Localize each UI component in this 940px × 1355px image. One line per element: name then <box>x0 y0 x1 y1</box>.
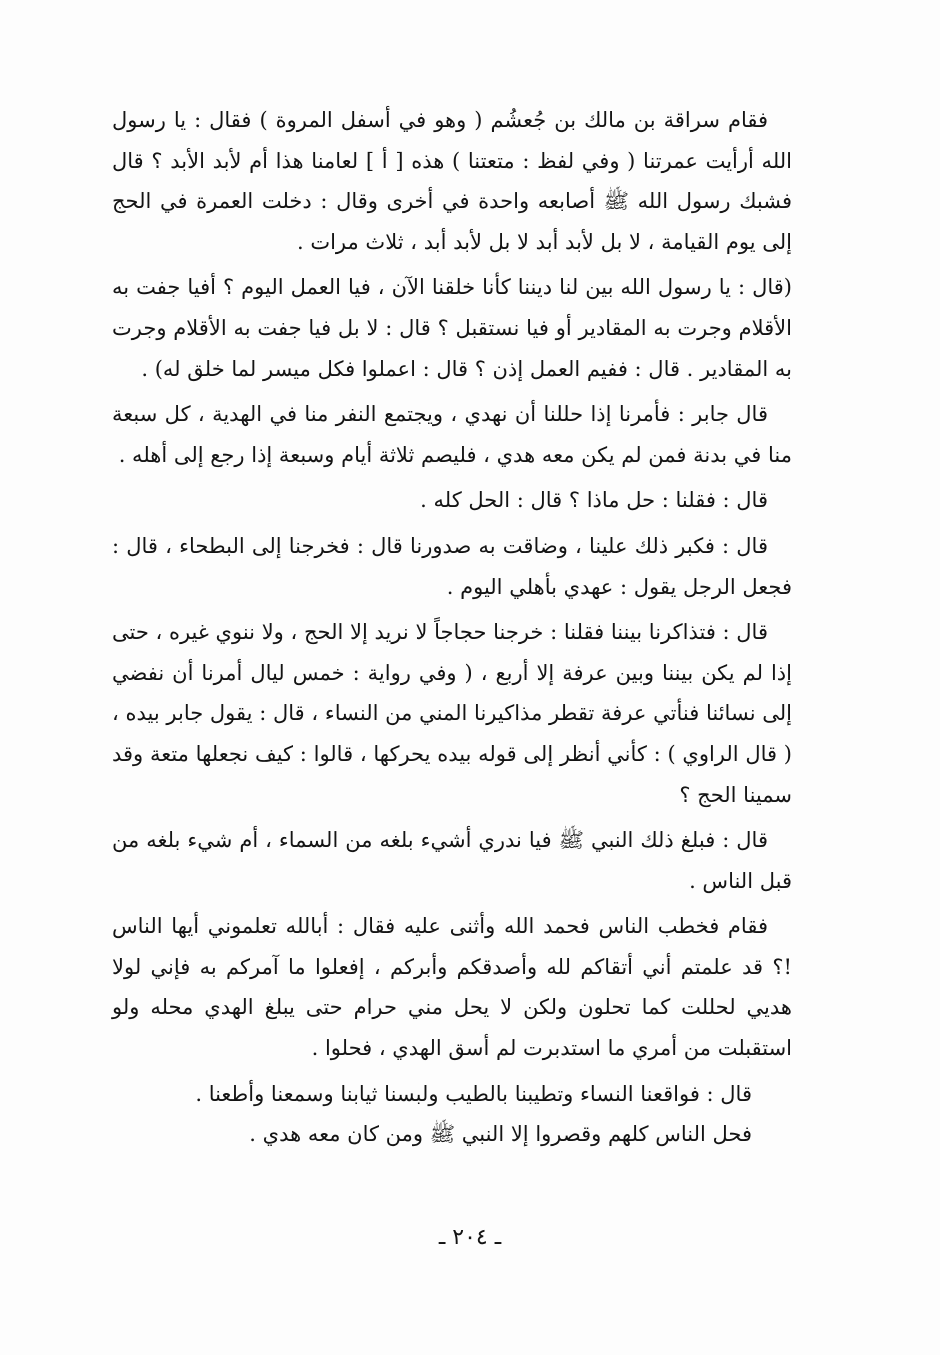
paragraph-1: فقام سراقة بن مالك بن جُعشُم ( وهو في أسفل المروة ) فقال : يا رسول الله أرأيت عمرتنا ( وفي لفظ : متعتنا ) هذه [ أ ] لعامنا هذا أم لأبد الأبد ؟ قال فشبك رسول الله ﷺ أصابعه واحدة في أخرى وقال : دخلت العمرة في الحج إلى يوم القيامة ، لا بل لأبد أبد لا بل لأبد أبد ، ثلاث مرات . <box>112 108 792 254</box>
paragraph-2: (قال : يا رسول الله بين لنا ديننا كأنا خلقنا الآن ، فيا العمل اليوم ؟ أفيا جفت به الأقلام وجرت به المقادير أو فيا نستقبل ؟ قال : لا بل فيا جفت به الأقلام وجرت به المقادير . قال : ففيم العمل إذن ؟ قال : اعملوا فكل ميسر لما خلق له) . <box>112 275 792 381</box>
paragraph-7: قال : فبلغ ذلك النبي ﷺ فيا ندري أشيء بلغه من السماء ، أم شيء بلغه من قبل الناس . <box>112 828 792 893</box>
page-body-text <box>112 100 792 1155</box>
paragraph-4: قال : فقلنا : حل ماذا ؟ قال : الحل كله . <box>420 488 768 513</box>
paragraph-6: قال : فتذاكرنا بيننا فقلنا : خرجنا حجاجاً لا نريد إلا الحج ، ولا ننوي غيره ، حتى إذا لم يكن بيننا وبين عرفة إلا أربع ، ( وفي رواية : خمس ليال أمرنا أن نفضي إلى نسائنا فنأتي عرفة تقطر مذاكيرنا المني من النساء ، قال : يقول جابر بيده ، ( قال الراوي ) : كأني أنظر إلى قوله بيده يحركها ، قالوا : كيف نجعلها متعة وقد سمينا الحج ؟ <box>112 620 792 807</box>
paragraph-5: قال : فكبر ذلك علينا ، وضاقت به صدورنا قال : فخرجنا إلى البطحاء ، قال : فجعل الرجل يقول : عهدي بأهلي اليوم . <box>112 533 792 599</box>
paragraph-9: قال : فواقعنا النساء وتطيبنا بالطيب ولبسنا ثيابنا وسمعنا وأطعنا . <box>195 1081 752 1106</box>
page-number: ـ ٢٠٤ ـ <box>438 1225 502 1250</box>
paragraph-10: فحل الناس كلهم وقصروا إلا النبي ﷺ ومن كان معه هدي . <box>249 1122 752 1147</box>
paragraph-3: قال جابر : فأمرنا إذا حللنا أن نهدي ، ويجتمع النفر منا في الهدية ، كل سبعة منا في بدنة فمن لم يكن معه هدي ، فليصم ثلاثة أيام وسبعة إذا رجع إلى أهله . <box>112 402 792 467</box>
paragraph-8: فقام فخطب الناس فحمد الله وأثنى عليه فقال : أبالله تعلموني أيها الناس !؟ قد علمتم أني أتقاكم لله وأصدقكم وأبركم ، إفعلوا ما آمركم به فإني لولا هديي لحللت كما تحلون ولكن لا يحل مني حرام حتى يبلغ الهدي محله ولو استقبلت من أمري ما استدبرت لم أسق الهدي ، فحلوا . <box>112 914 792 1061</box>
